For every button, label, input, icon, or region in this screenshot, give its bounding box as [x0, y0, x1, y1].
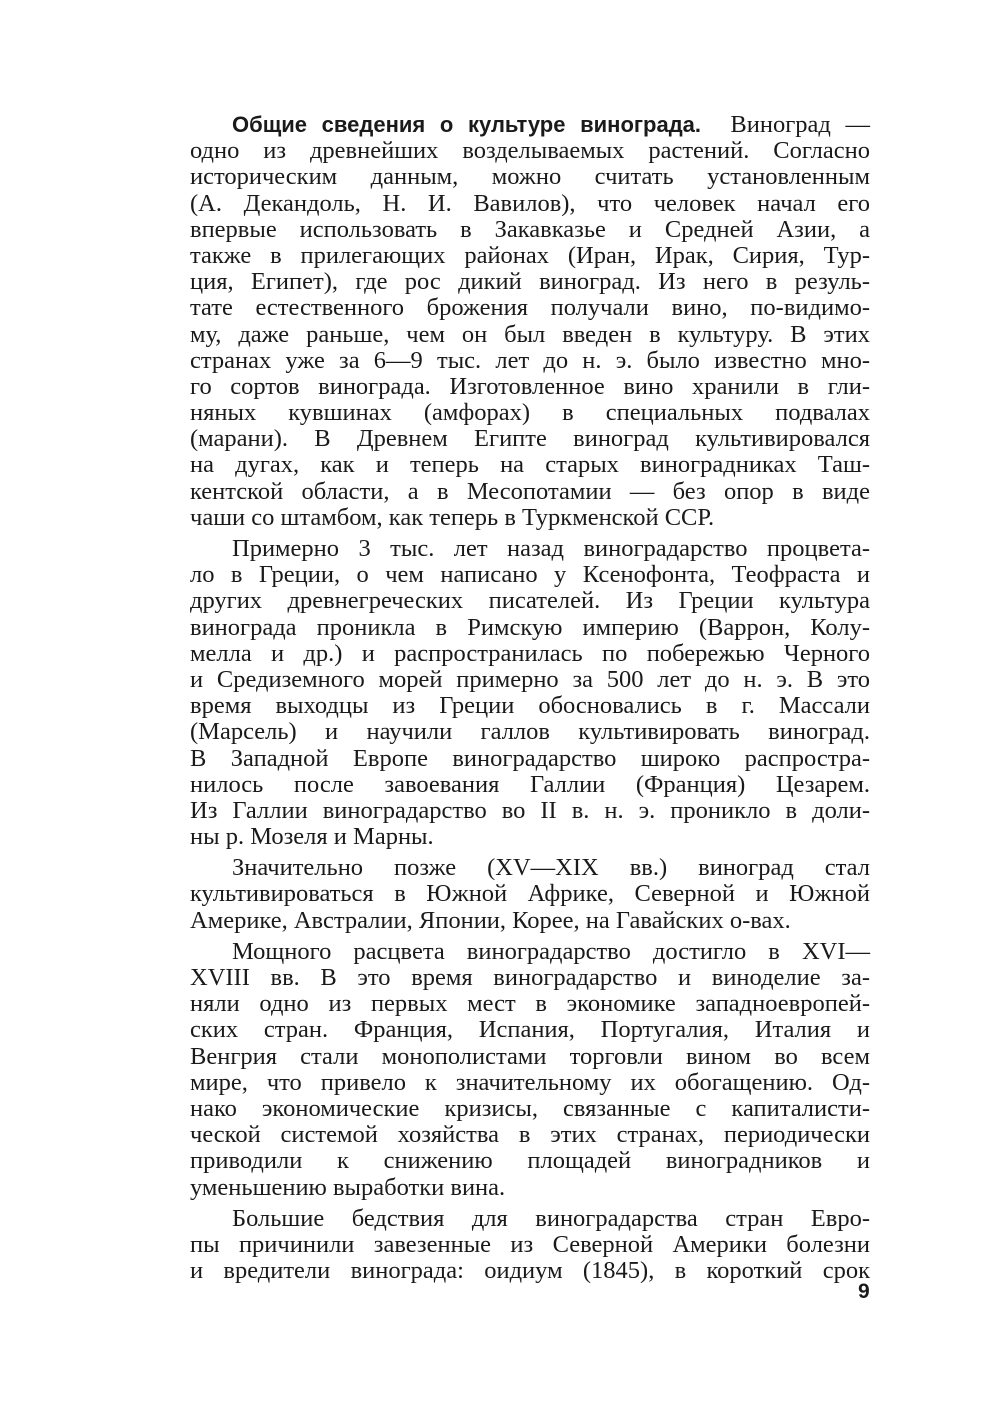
text-line: нако экономические кризисы, связанные с капиталисти-	[190, 1094, 870, 1122]
text-line: тате естественного брожения получали вино, по-видимо-	[190, 294, 870, 322]
paragraph	[190, 855, 870, 934]
text-line: культивироваться в Южной Африке, Северной и Южной	[190, 880, 870, 908]
text-line: странах уже за 6—9 тыс. лет до н. э. было известно мно-	[190, 346, 870, 374]
text-line: му, даже раньше, чем он был введен в культуру. В этих	[190, 320, 870, 348]
text-line: и Средиземного морей примерно за 500 лет до н. э. В это	[190, 665, 870, 693]
text-line: ция, Египет), где рос дикий виноград. Из него в резуль-	[190, 268, 870, 296]
text-line: Общие сведения о культуре винограда. Виноград —	[232, 111, 871, 138]
paragraph	[190, 939, 870, 1201]
text-line: Америке, Австралии, Японии, Корее, на Гавайских о-вах.	[190, 906, 791, 934]
text-line: историческим данным, можно считать установленным	[190, 163, 870, 191]
text-line: винограда проникла в Римскую империю (Варрон, Колу-	[190, 613, 870, 641]
text-line: время выходцы из Греции обосновались в г. Массали	[190, 692, 870, 720]
text-line: Значительно позже (XV—XIX вв.) виноград стал	[232, 854, 870, 882]
text-line: одно из древнейших возделываемых растений. Согласно	[190, 137, 870, 165]
text-line: ческой системой хозяйства в этих странах, периодически	[190, 1121, 870, 1149]
text-line: (Марсель) и научили галлов культивировать виноград.	[190, 718, 870, 746]
text-line: го сортов винограда. Изготовленное вино хранили в гли-	[190, 372, 870, 400]
text-line: Примерно 3 тыс. лет назад виноградарство процвета-	[232, 535, 870, 562]
text-line: Большие бедствия для виноградарства стран Евро-	[232, 1204, 870, 1232]
text-line: XVIII вв. В это время виноградарство и виноделие за-	[190, 964, 870, 991]
text-line: чаши со штамбом, как теперь в Туркменской ССР.	[190, 503, 715, 531]
paragraph	[190, 112, 870, 531]
section-heading: Общие сведения о культуре винограда.	[232, 112, 702, 137]
text-line: впервые использовать в Закавказье и Средней Азии, а	[190, 215, 870, 243]
text-line: (марани). В Древнем Египте виноград культивировался	[190, 425, 870, 453]
text-line: Из Галлии виноградарство во II в. н. э. проникло в доли-	[190, 796, 870, 824]
text-line: (А. Декандоль, Н. И. Вавилов), что человек начал его	[190, 189, 870, 217]
paragraph	[190, 1206, 870, 1285]
text-line: уменьшению выработки вина.	[190, 1173, 506, 1201]
text-line: В Западной Европе виноградарство широко распростра-	[190, 744, 870, 772]
text-line: ны р. Мозеля и Марны.	[190, 823, 434, 851]
text-line: приводили к снижению площадей виноградников и	[190, 1147, 870, 1175]
text-line: других древнегреческих писателей. Из Греции культура	[190, 587, 870, 615]
text-line: няли одно из первых мест в экономике западноевропей-	[190, 990, 870, 1018]
text-line: ских стран. Франция, Испания, Португалия, Италия и	[190, 1016, 870, 1044]
text-line: также в прилегающих районах (Иран, Ирак, Сирия, Тур-	[190, 241, 870, 269]
text-line: Венгрия стали монополистами торговли вином во всем	[190, 1042, 870, 1070]
text-line: ло в Греции, о чем написано у Ксенофонта, Теофраста и	[190, 561, 870, 589]
page-number: 9	[858, 1280, 870, 1303]
text-line: няных кувшинах (амфорах) в специальных подвалах	[190, 399, 870, 427]
text-line: пы причинили завезенные из Северной Америки болезни	[190, 1230, 870, 1258]
body-text	[190, 112, 870, 1284]
text-line: и вредители винограда: оидиум (1845), в короткий срок	[190, 1257, 870, 1285]
text-line: кентской области, а в Месопотамии — без опор в виде	[190, 477, 870, 505]
text-line: на дугах, как и теперь на старых виноградниках Таш-	[190, 451, 870, 479]
text-line: мелла и др.) и распространилась по побережью Черного	[190, 639, 870, 667]
text-line: нилось после завоевания Галлии (Франция) Цезарем.	[190, 770, 870, 798]
paragraph	[190, 536, 870, 850]
text-line: Мощного расцвета виноградарство достигло в XVI—	[232, 937, 870, 965]
text-line: мире, что привело к значительному их обогащению. Од-	[190, 1068, 870, 1096]
